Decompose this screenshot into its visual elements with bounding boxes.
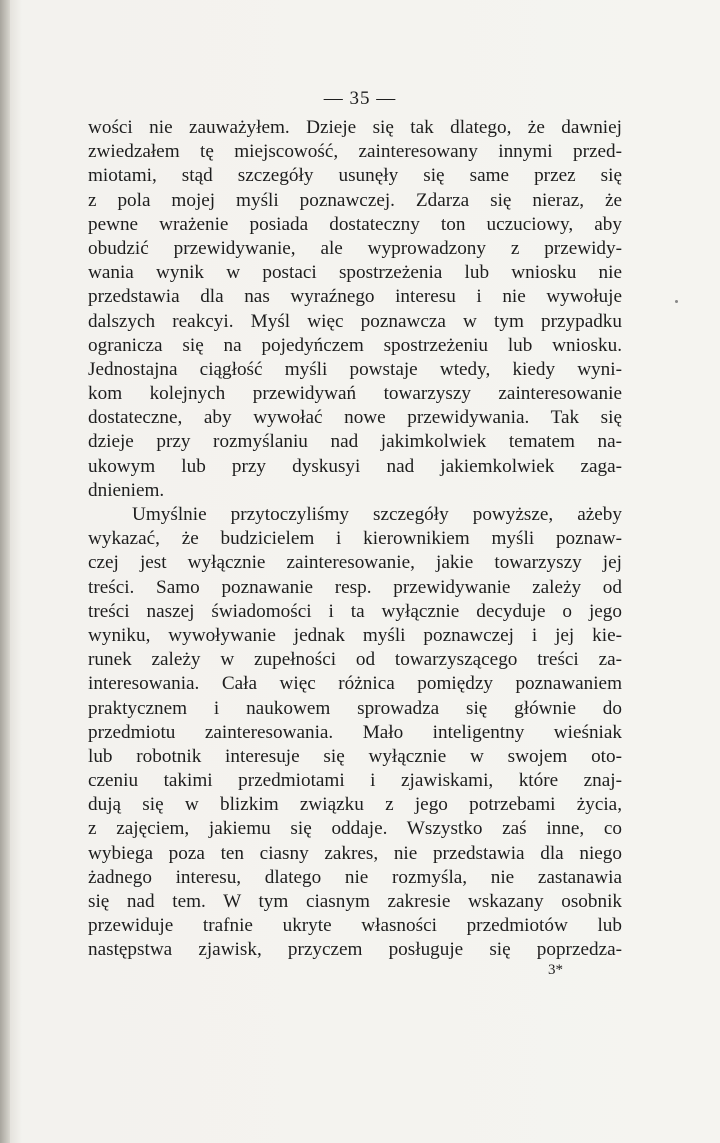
text-line: treści naszej świadomości i ta wyłącznie decyduje o jego (88, 600, 622, 622)
text-line: praktycznem i naukowem sprowadza się głównie do (88, 697, 622, 719)
text-line: kom kolejnych przewidywań towarzyszy zainteresowanie (88, 383, 622, 405)
text-line: pewne wrażenie posiada dostateczny ton uczuciowy, aby (88, 213, 622, 235)
text-line: przewiduje trafnie ukryte własności przedmiotów lub (88, 915, 622, 937)
text-line: się nad tem. W tym ciasnym zakresie wskazany osobnik (88, 891, 622, 912)
text-line: obudzić przewidywanie, ale wyprowadzony z przewidy- (88, 237, 622, 259)
text-line: dzieje przy rozmyślaniu nad jakimkolwiek tematem na- (88, 431, 622, 453)
page-number: — 35 — (323, 88, 397, 109)
text-line: następstwa zjawisk, przyczem posługuje się poprzedza- (88, 939, 622, 961)
text-line: wości nie zauważyłem. Dzieje się tak dlatego, że dawniej (88, 117, 622, 138)
text-line: przedstawia dla nas wyraźnego interesu i nie wywołuje (88, 286, 622, 308)
text-line: żadnego interesu, dlatego nie rozmyśla, nie zastanawia (88, 866, 622, 888)
text-line: ukowym lub przy dyskusyi nad jakiemkolwiek zaga- (88, 455, 622, 477)
text-line: wykazać, że budzicielem i kierownikiem myśli poznaw- (88, 528, 622, 550)
text-line: lub robotnik interesuje się wyłącznie w swojem oto- (88, 745, 622, 767)
text-line: z zajęciem, jakiemu się oddaje. Wszystko zaś inne, co (88, 818, 622, 840)
text-line: z pola mojej myśli poznawczej. Zdarza się nieraz, że (88, 189, 622, 211)
text-line: treści. Samo poznawanie resp. przewidywanie zależy od (88, 576, 622, 598)
text-line: ogranicza się na pojedyńczem spostrzeżeniu lub wniosku. (88, 334, 622, 356)
text-line: Umyślnie przytoczyliśmy szczegóły powyższe, ażeby (132, 504, 622, 525)
text-line: dalszych reakcyi. Myśl więc poznawcza w tym przypadku (88, 310, 622, 332)
text-line: wyniku, wywoływanie jednak myśli poznawczej i jej kie- (88, 624, 622, 646)
text-line: dostateczne, aby wywołać nowe przewidywania. Tak się (88, 407, 622, 429)
text-line: Jednostajna ciągłość myśli powstaje wtedy, kiedy wyni- (88, 358, 622, 380)
text-line: interesowania. Cała więc różnica pomiędzy poznawaniem (88, 673, 622, 695)
book-spine-shadow (0, 0, 10, 1143)
text-line: wania wynik w postaci spostrzeżenia lub wniosku nie (88, 262, 622, 284)
text-line: runek zależy w zupełności od towarzyszącego treści za- (88, 649, 622, 671)
printer-signature-mark: 3* (548, 962, 563, 978)
paragraph (88, 503, 622, 963)
text-line: dują się w blizkim związku z jego potrzebami życia, (88, 794, 622, 816)
text-line: miotami, stąd szczegóły usunęły się same przez się (88, 165, 622, 187)
text-line: wybiega poza ten ciasny zakres, nie przedstawia dla niego (88, 842, 622, 864)
body-text (88, 116, 622, 963)
text-line: zwiedzałem tę miejscowość, zainteresowany innymi przed- (88, 141, 622, 163)
paragraph (88, 116, 622, 503)
paper-speck (675, 300, 678, 303)
text-line: czeniu takimi przedmiotami i zjawiskami, które znaj- (88, 770, 622, 792)
text-line: czej jest wyłącznie zainteresowanie, jakie towarzyszy jej (88, 552, 622, 574)
text-line: przedmiotu zainteresowania. Mało inteligentny wieśniak (88, 721, 622, 743)
text-line: dnieniem. (88, 479, 165, 501)
